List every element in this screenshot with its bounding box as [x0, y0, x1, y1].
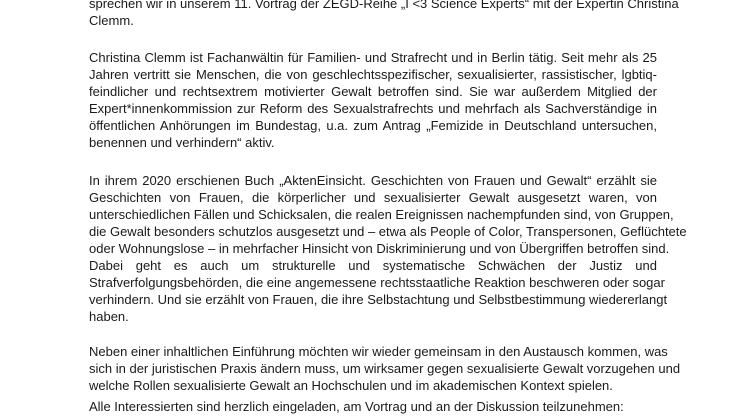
paragraph-biography	[89, 49, 657, 151]
paragraph-intro	[89, 0, 679, 29]
text-line: sprechen wir in unserem 11. Vortrag der ZEGD-Reihe „I <3 Science Experts“ mit der Expertin Christina	[89, 0, 679, 11]
text-line: Neben einer inhaltlichen Einführung möchten wir wieder gemeinsam in den Austausch kommen, was	[89, 344, 668, 359]
text-line: welche Rollen sexualisierte Gewalt an Hochschulen und im akademischen Kontext spielen.	[89, 378, 613, 393]
text-line: feindlicher und rechtsextrem motivierter Gewalt betroffen sind. Sie war außerdem Mitglied der	[89, 84, 657, 99]
text-line: verhindern. Und sie erzählt von Frauen, die ihre Selbstachtung und Selbstbestimmung wiedererlangt	[89, 292, 668, 307]
text-line: Geschichten von Frauen, die körperlicher und sexualisierter Gewalt ausgesetzt waren, von	[89, 190, 657, 205]
paragraph-invitation	[89, 398, 657, 415]
text-line: unterschiedlichen Fällen und Schicksalen, die realen Ereignissen nachempfunden sind, von Gruppen,	[89, 207, 674, 222]
paragraph-discussion	[89, 343, 681, 394]
text-line: In ihrem 2020 erschienen Buch „AktenEinsicht. Geschichten von Frauen und Gewalt“ erzählt sie	[89, 173, 657, 188]
text-line: Jahren vertritt sie Menschen, die von geschlechtsspezifischer, sexualisierter, rassistischer, lgbtiq-	[89, 67, 657, 82]
text-line: öffentlichen Anhörungen im Bundestag, u.a. zum Antrag „Femizide in Deutschland untersuchen,	[89, 118, 657, 133]
text-line: Alle Interessierten sind herzlich eingeladen, am Vortrag und an der Diskussion teilzunehmen:	[89, 399, 624, 414]
text-line: sich in der juristischen Praxis ändern muss, um wirksamer gegen sexualisierte Gewalt vorzugehen und	[89, 361, 681, 376]
text-line: Clemm.	[89, 13, 134, 28]
text-line: die Gewalt besonders schutzlos ausgesetzt und – etwa als People of Color, Transpersonen, Geflüchtete	[89, 224, 687, 239]
text-line: oder Wohnungslose – in mehrfacher Hinsicht von Diskriminierung und von Übergriffen betroffen sind.	[89, 241, 670, 256]
text-line: haben.	[89, 309, 129, 324]
text-line: Expert*innenkommission zur Reform des Sexualstrafrechts und mehrfach als Sachverständige in	[89, 101, 657, 116]
text-line: Christina Clemm ist Fachanwältin für Familien- und Strafrecht und in Berlin tätig. Seit mehr als 25	[89, 50, 657, 65]
text-line: Dabei geht es auch um strukturelle und systematische Schwächen der Justiz und	[89, 258, 657, 273]
text-line: benennen und verhindern“ aktiv.	[89, 135, 275, 150]
text-line: Strafverfolgungsbehörden, die eine angemessene rechtsstaatliche Reaktion beschweren oder sogar	[89, 275, 665, 290]
paragraph-book	[89, 172, 687, 325]
